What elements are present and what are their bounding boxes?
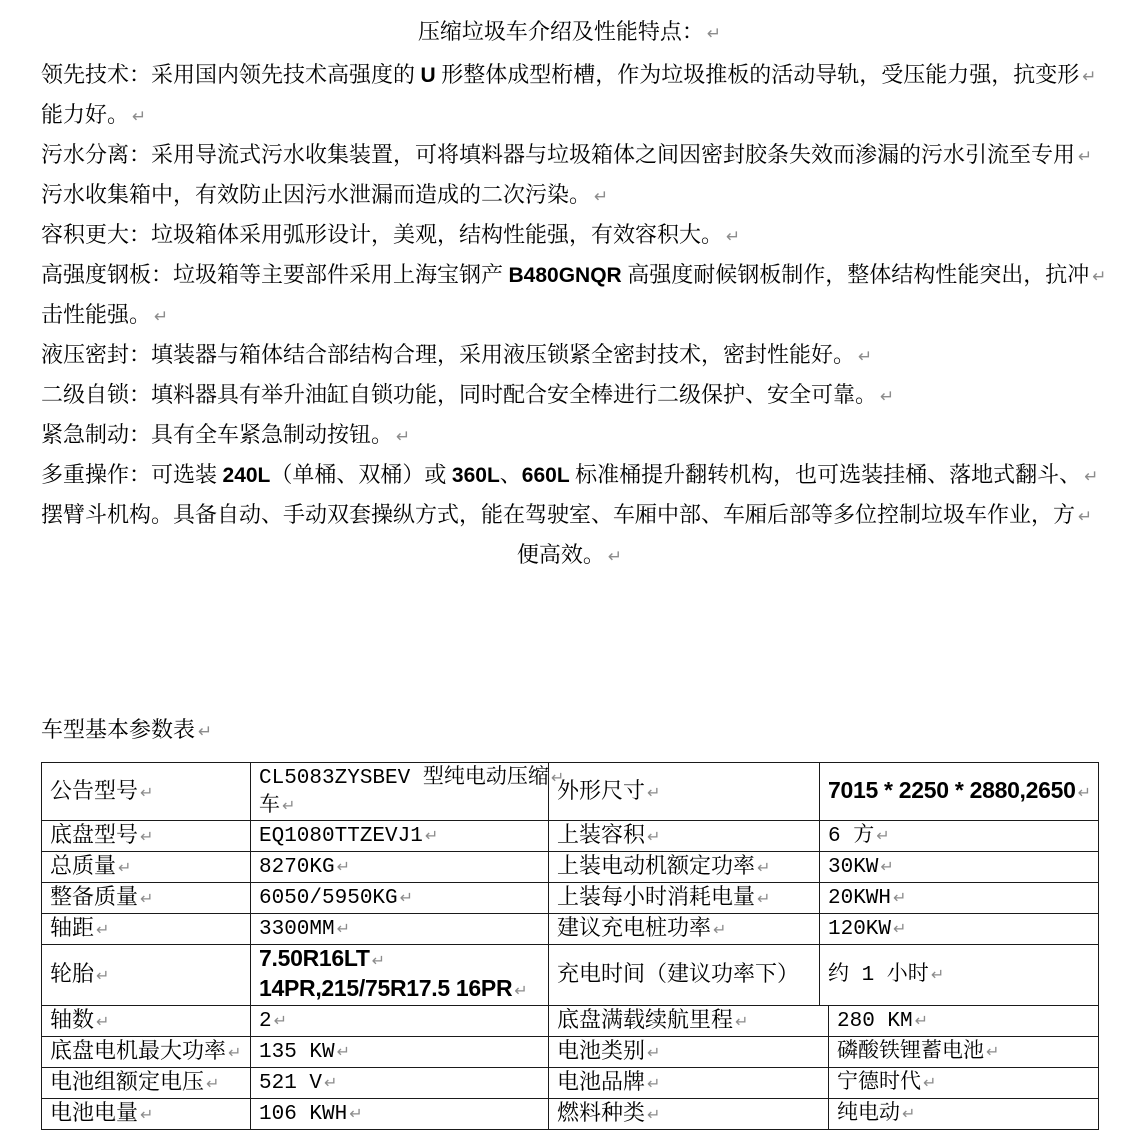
text-line [41, 416, 1098, 456]
table-row [42, 883, 1099, 914]
param-value-cell [251, 763, 565, 821]
cell-line [259, 1038, 546, 1066]
table-row [42, 914, 1099, 945]
cell-text: 电池类别 [557, 1038, 646, 1063]
param-label-cell [549, 1099, 829, 1130]
cell-line [50, 777, 248, 807]
cell-text: 轴距 [50, 915, 95, 940]
line-break-mark: ↵ [930, 965, 945, 984]
param-label-cell [42, 1037, 251, 1068]
cell-text: 电池品牌 [557, 1069, 646, 1094]
param-label-cell [42, 852, 251, 883]
line-break-mark: ↵ [647, 1043, 661, 1062]
text-segment: 、 [499, 462, 522, 487]
cell-text: 纯电动 [837, 1103, 900, 1126]
cell-line [259, 853, 546, 881]
line-break-mark: ↵ [1092, 267, 1107, 287]
table-row [42, 763, 1099, 821]
text-segment: 多重操作：可选装 [41, 462, 223, 487]
text-line [41, 456, 1098, 496]
cell-text: 8270KG [259, 856, 335, 879]
cell-text: 上装每小时消耗电量 [557, 884, 756, 909]
text-line [41, 176, 1098, 216]
table-body [42, 763, 1099, 1006]
table-row [42, 821, 1099, 852]
table-row [42, 1099, 1099, 1130]
param-label-cell [549, 852, 820, 883]
line-break-mark: ↵ [713, 920, 727, 939]
line-break-mark: ↵ [396, 427, 411, 447]
param-label-cell [549, 1068, 829, 1099]
cell-text: 30KW [828, 856, 879, 879]
cell-line [50, 1068, 248, 1098]
line-break-mark: ↵ [399, 888, 414, 907]
text-segment: 液压密封：填装器与箱体结合部结构合理，采用液压锁紧全密封技术，密封性能好。 [41, 342, 856, 367]
table-row [42, 1068, 1099, 1099]
param-label-cell [42, 821, 251, 852]
cell-text: 14PR,215/75R17.5 16PR [259, 975, 513, 1001]
cell-line [259, 945, 546, 975]
text-line [41, 296, 1098, 336]
cell-text: CL5083ZYSBEV 型纯电动压缩 [259, 766, 549, 790]
cell-line [837, 1100, 1096, 1128]
text-line [41, 336, 1098, 376]
document-title-text: 压缩垃圾车介绍及性能特点： [417, 19, 704, 44]
text-segment: 污水分离：采用导流式污水收集装置，可将填料器与垃圾箱体之间因密封胶条失效而渗漏的污水引流至专用 [41, 142, 1076, 167]
line-break-mark: ↵ [647, 1074, 661, 1093]
line-break-mark: ↵ [140, 827, 154, 846]
cell-text: 车 [259, 794, 280, 818]
text-segment: 形整体成型桁槽，作为垃圾推板的活动导轨，受压能力强，抗变形 [435, 62, 1080, 87]
cell-line [828, 884, 1096, 912]
line-break-mark: ↵ [914, 1011, 929, 1030]
param-value-cell [820, 852, 1099, 883]
param-value-cell [251, 1099, 549, 1130]
line-break-mark: ↵ [893, 919, 907, 938]
cell-text: 2 [259, 1010, 272, 1033]
cell-line [259, 884, 546, 912]
cell-line [259, 1069, 546, 1097]
text-segment: 击性能强。 [41, 302, 152, 327]
param-label-cell [549, 1037, 829, 1068]
line-break-mark: ↵ [902, 1104, 916, 1123]
text-segment: B480GNQR [508, 264, 622, 287]
line-break-mark: ↵ [647, 782, 661, 802]
cell-line [50, 852, 248, 882]
line-break-mark: ↵ [96, 920, 110, 939]
line-break-mark: ↵ [923, 1073, 937, 1092]
param-label-cell [42, 914, 251, 945]
line-break-mark: ↵ [1077, 782, 1092, 802]
cell-text: 轮胎 [50, 961, 95, 986]
cell-text: 280 KM [837, 1010, 913, 1033]
line-break-mark: ↵ [735, 1012, 749, 1031]
line-break-mark: ↵ [1078, 147, 1093, 167]
line-break-mark: ↵ [336, 919, 351, 938]
cell-text: 燃料种类 [557, 1100, 646, 1125]
vehicle-parameter-tables [41, 762, 1098, 1130]
cell-line [828, 822, 1096, 850]
vehicle-parameter-table [41, 1005, 1099, 1130]
text-line [41, 256, 1107, 296]
cell-text: 整备质量 [50, 884, 139, 909]
cell-text: 底盘电机最大功率 [50, 1038, 227, 1063]
line-break-mark: ↵ [140, 1105, 154, 1124]
line-break-mark: ↵ [757, 858, 771, 877]
table-row [42, 1006, 1099, 1037]
line-break-mark: ↵ [607, 547, 623, 567]
cell-text: 106 KWH [259, 1103, 348, 1126]
cell-line [50, 960, 248, 990]
line-break-mark: ↵ [858, 347, 873, 367]
text-segment: 污水收集箱中，有效防止因污水泄漏而造成的二次污染。 [41, 182, 592, 207]
param-value-cell [251, 821, 549, 852]
param-label-cell [549, 914, 820, 945]
cell-text: 120KW [828, 918, 892, 941]
param-value-cell [820, 821, 1099, 852]
cell-text: 轴数 [50, 1007, 95, 1032]
cell-line [259, 975, 546, 1005]
param-value-cell [251, 1037, 549, 1068]
line-break-mark: ↵ [132, 107, 147, 127]
table-row [42, 1037, 1099, 1068]
line-break-mark: ↵ [282, 795, 296, 815]
cell-line [259, 792, 546, 820]
line-break-mark: ↵ [154, 307, 169, 327]
cell-text: 充电时间（建议功率下） [557, 961, 800, 986]
cell-text: 建议充电桩功率 [557, 915, 712, 940]
line-break-mark: ↵ [893, 888, 907, 907]
cell-text: 7015 * 2250 * 2880,2650 [828, 776, 1076, 803]
param-value-cell [829, 1099, 1099, 1130]
cell-text: 底盘满载续航里程 [557, 1007, 734, 1032]
cell-text: 7.50R16LT [259, 945, 370, 971]
text-line [41, 136, 1098, 176]
line-break-mark: ↵ [876, 826, 890, 845]
cell-text: 宁德时代 [837, 1072, 921, 1095]
param-value-cell [251, 945, 549, 1006]
cell-line [259, 915, 546, 943]
param-label-cell [549, 883, 820, 914]
line-break-mark: ↵ [726, 227, 741, 247]
cell-text: 上装电动机额定功率 [557, 853, 756, 878]
cell-text: 6 方 [828, 825, 875, 848]
text-segment: U [420, 64, 436, 87]
line-break-mark: ↵ [1084, 467, 1099, 487]
cell-line [50, 1006, 248, 1036]
param-label-cell [549, 763, 820, 821]
cell-line [259, 1100, 546, 1128]
param-value-cell [820, 883, 1099, 914]
line-break-mark: ↵ [336, 857, 351, 876]
line-break-mark: ↵ [986, 1042, 1000, 1061]
param-label-cell [549, 1006, 829, 1037]
document-title [41, 10, 1098, 56]
param-value-cell [251, 852, 549, 883]
line-break-mark: ↵ [647, 1105, 661, 1124]
text-segment: 高强度耐候钢板制作，整体结构性能突出，抗冲 [621, 262, 1090, 287]
line-break-mark: ↵ [550, 767, 565, 787]
line-break-mark: ↵ [1082, 67, 1097, 87]
cell-line [557, 914, 817, 944]
param-label-cell [42, 883, 251, 914]
cell-line [828, 961, 1096, 989]
text-segment: 二级自锁：填料器具有举升油缸自锁功能，同时配合安全棒进行二级保护、安全可靠。 [41, 382, 878, 407]
line-break-mark: ↵ [96, 966, 110, 985]
text-line [41, 96, 1098, 136]
line-break-mark: ↵ [647, 827, 661, 846]
cell-line [837, 1007, 1096, 1035]
cell-line [837, 1038, 1096, 1066]
text-segment: 高强度钢板：垃圾箱等主要部件采用上海宝钢产 [41, 262, 509, 287]
cell-line [837, 1069, 1096, 1097]
text-segment: （单桶、双桶）或 [270, 462, 452, 487]
cell-line [50, 821, 248, 851]
vehicle-parameter-table [41, 762, 1099, 1006]
line-break-mark: ↵ [514, 981, 528, 1000]
line-break-mark: ↵ [349, 1104, 363, 1123]
param-value-cell [251, 914, 549, 945]
cell-line [50, 1099, 248, 1129]
cell-line [557, 1099, 826, 1129]
param-label-cell [42, 1099, 251, 1130]
cell-line [557, 1068, 826, 1098]
cell-line [828, 777, 1096, 807]
cell-line [557, 960, 817, 990]
param-value-cell [829, 1037, 1099, 1068]
text-segment: 领先技术：采用国内领先技术高强度的 [41, 62, 421, 87]
cell-text: EQ1080TTZEVJ1 [259, 825, 423, 848]
table-row [42, 945, 1099, 1006]
text-segment: 紧急制动：具有全车紧急制动按钮。 [41, 422, 394, 447]
param-value-cell [251, 1006, 549, 1037]
text-line [41, 216, 1098, 256]
line-break-mark: ↵ [206, 1074, 220, 1093]
line-break-mark: ↵ [273, 1011, 288, 1030]
cell-text: 电池电量 [50, 1100, 139, 1125]
text-segment: 360L [451, 464, 500, 487]
line-break-mark: ↵ [96, 1012, 110, 1031]
cell-text: 磷酸铁锂蓄电池 [837, 1041, 984, 1064]
text-segment: 摆臂斗机构。具备自动、手动双套操纵方式，能在驾驶室、车厢中部、车厢后部等多位控制垃圾车作业，方 [41, 502, 1076, 527]
table-body [42, 1006, 1099, 1130]
line-break-mark: ↵ [757, 889, 771, 908]
cell-text: 公告型号 [50, 777, 139, 803]
cell-text: 底盘型号 [50, 822, 139, 847]
param-label-cell [42, 763, 251, 821]
line-break-mark: ↵ [424, 826, 439, 845]
cell-text: 上装容积 [557, 822, 646, 847]
cell-text: 电池组额定电压 [50, 1069, 205, 1094]
intro-paragraphs [41, 56, 1107, 576]
cell-text: 20KWH [828, 887, 892, 910]
param-value-cell [251, 883, 549, 914]
cell-text: 521 V [259, 1072, 323, 1095]
line-break-mark: ↵ [880, 857, 894, 876]
text-line [41, 376, 1098, 416]
table-row [42, 852, 1099, 883]
param-value-cell [820, 763, 1099, 821]
cell-line [50, 1037, 248, 1067]
param-label-cell [42, 1006, 251, 1037]
text-segment: 240L [222, 464, 271, 487]
cell-line [50, 914, 248, 944]
text-segment: 便高效。 [516, 542, 605, 567]
cell-line [557, 1006, 826, 1036]
cell-line [259, 764, 565, 792]
line-break-mark: ↵ [706, 24, 722, 44]
param-value-cell [829, 1068, 1099, 1099]
line-break-mark: ↵ [336, 1042, 351, 1061]
text-segment: 标准桶提升翻转机构，也可选装挂桶、落地式翻斗、 [569, 462, 1082, 487]
param-label-cell [549, 821, 820, 852]
cell-line [557, 777, 817, 807]
line-break-mark: ↵ [140, 889, 154, 908]
line-break-mark: ↵ [198, 722, 213, 742]
line-break-mark: ↵ [880, 387, 895, 407]
table-section-title [41, 708, 1098, 754]
param-label-cell [549, 945, 820, 1006]
line-break-mark: ↵ [1078, 507, 1093, 527]
line-break-mark: ↵ [324, 1073, 338, 1092]
cell-line [259, 822, 546, 850]
text-segment: 660L [521, 464, 570, 487]
param-value-cell [820, 945, 1099, 1006]
cell-line [259, 1007, 546, 1035]
line-break-mark: ↵ [118, 858, 132, 877]
cell-text: 总质量 [50, 853, 117, 878]
param-value-cell [829, 1006, 1099, 1037]
param-label-cell [42, 1068, 251, 1099]
line-break-mark: ↵ [371, 951, 386, 970]
cell-text: 约 1 小时 [828, 964, 929, 987]
param-value-cell [820, 914, 1099, 945]
param-value-cell [251, 1068, 549, 1099]
cell-line [557, 883, 817, 913]
line-break-mark: ↵ [140, 782, 154, 802]
cell-text: 外形尺寸 [557, 777, 646, 803]
cell-text: 135 KW [259, 1041, 335, 1064]
cell-line [557, 852, 817, 882]
text-line [41, 56, 1098, 96]
cell-line [557, 1037, 826, 1067]
text-segment: 能力好。 [41, 102, 130, 127]
cell-text: 6050/5950KG [259, 887, 398, 910]
line-break-mark: ↵ [594, 187, 609, 207]
cell-line [828, 915, 1096, 943]
cell-text: 3300MM [259, 918, 335, 941]
table-section-title-text: 车型基本参数表 [41, 717, 196, 742]
cell-line [557, 821, 817, 851]
text-line [41, 496, 1098, 536]
cell-line [50, 883, 248, 913]
param-label-cell [42, 945, 251, 1006]
line-break-mark: ↵ [228, 1043, 242, 1062]
text-line [41, 536, 1098, 576]
cell-line [828, 853, 1096, 881]
text-segment: 容积更大：垃圾箱体采用弧形设计，美观，结构性能强，有效容积大。 [41, 222, 724, 247]
